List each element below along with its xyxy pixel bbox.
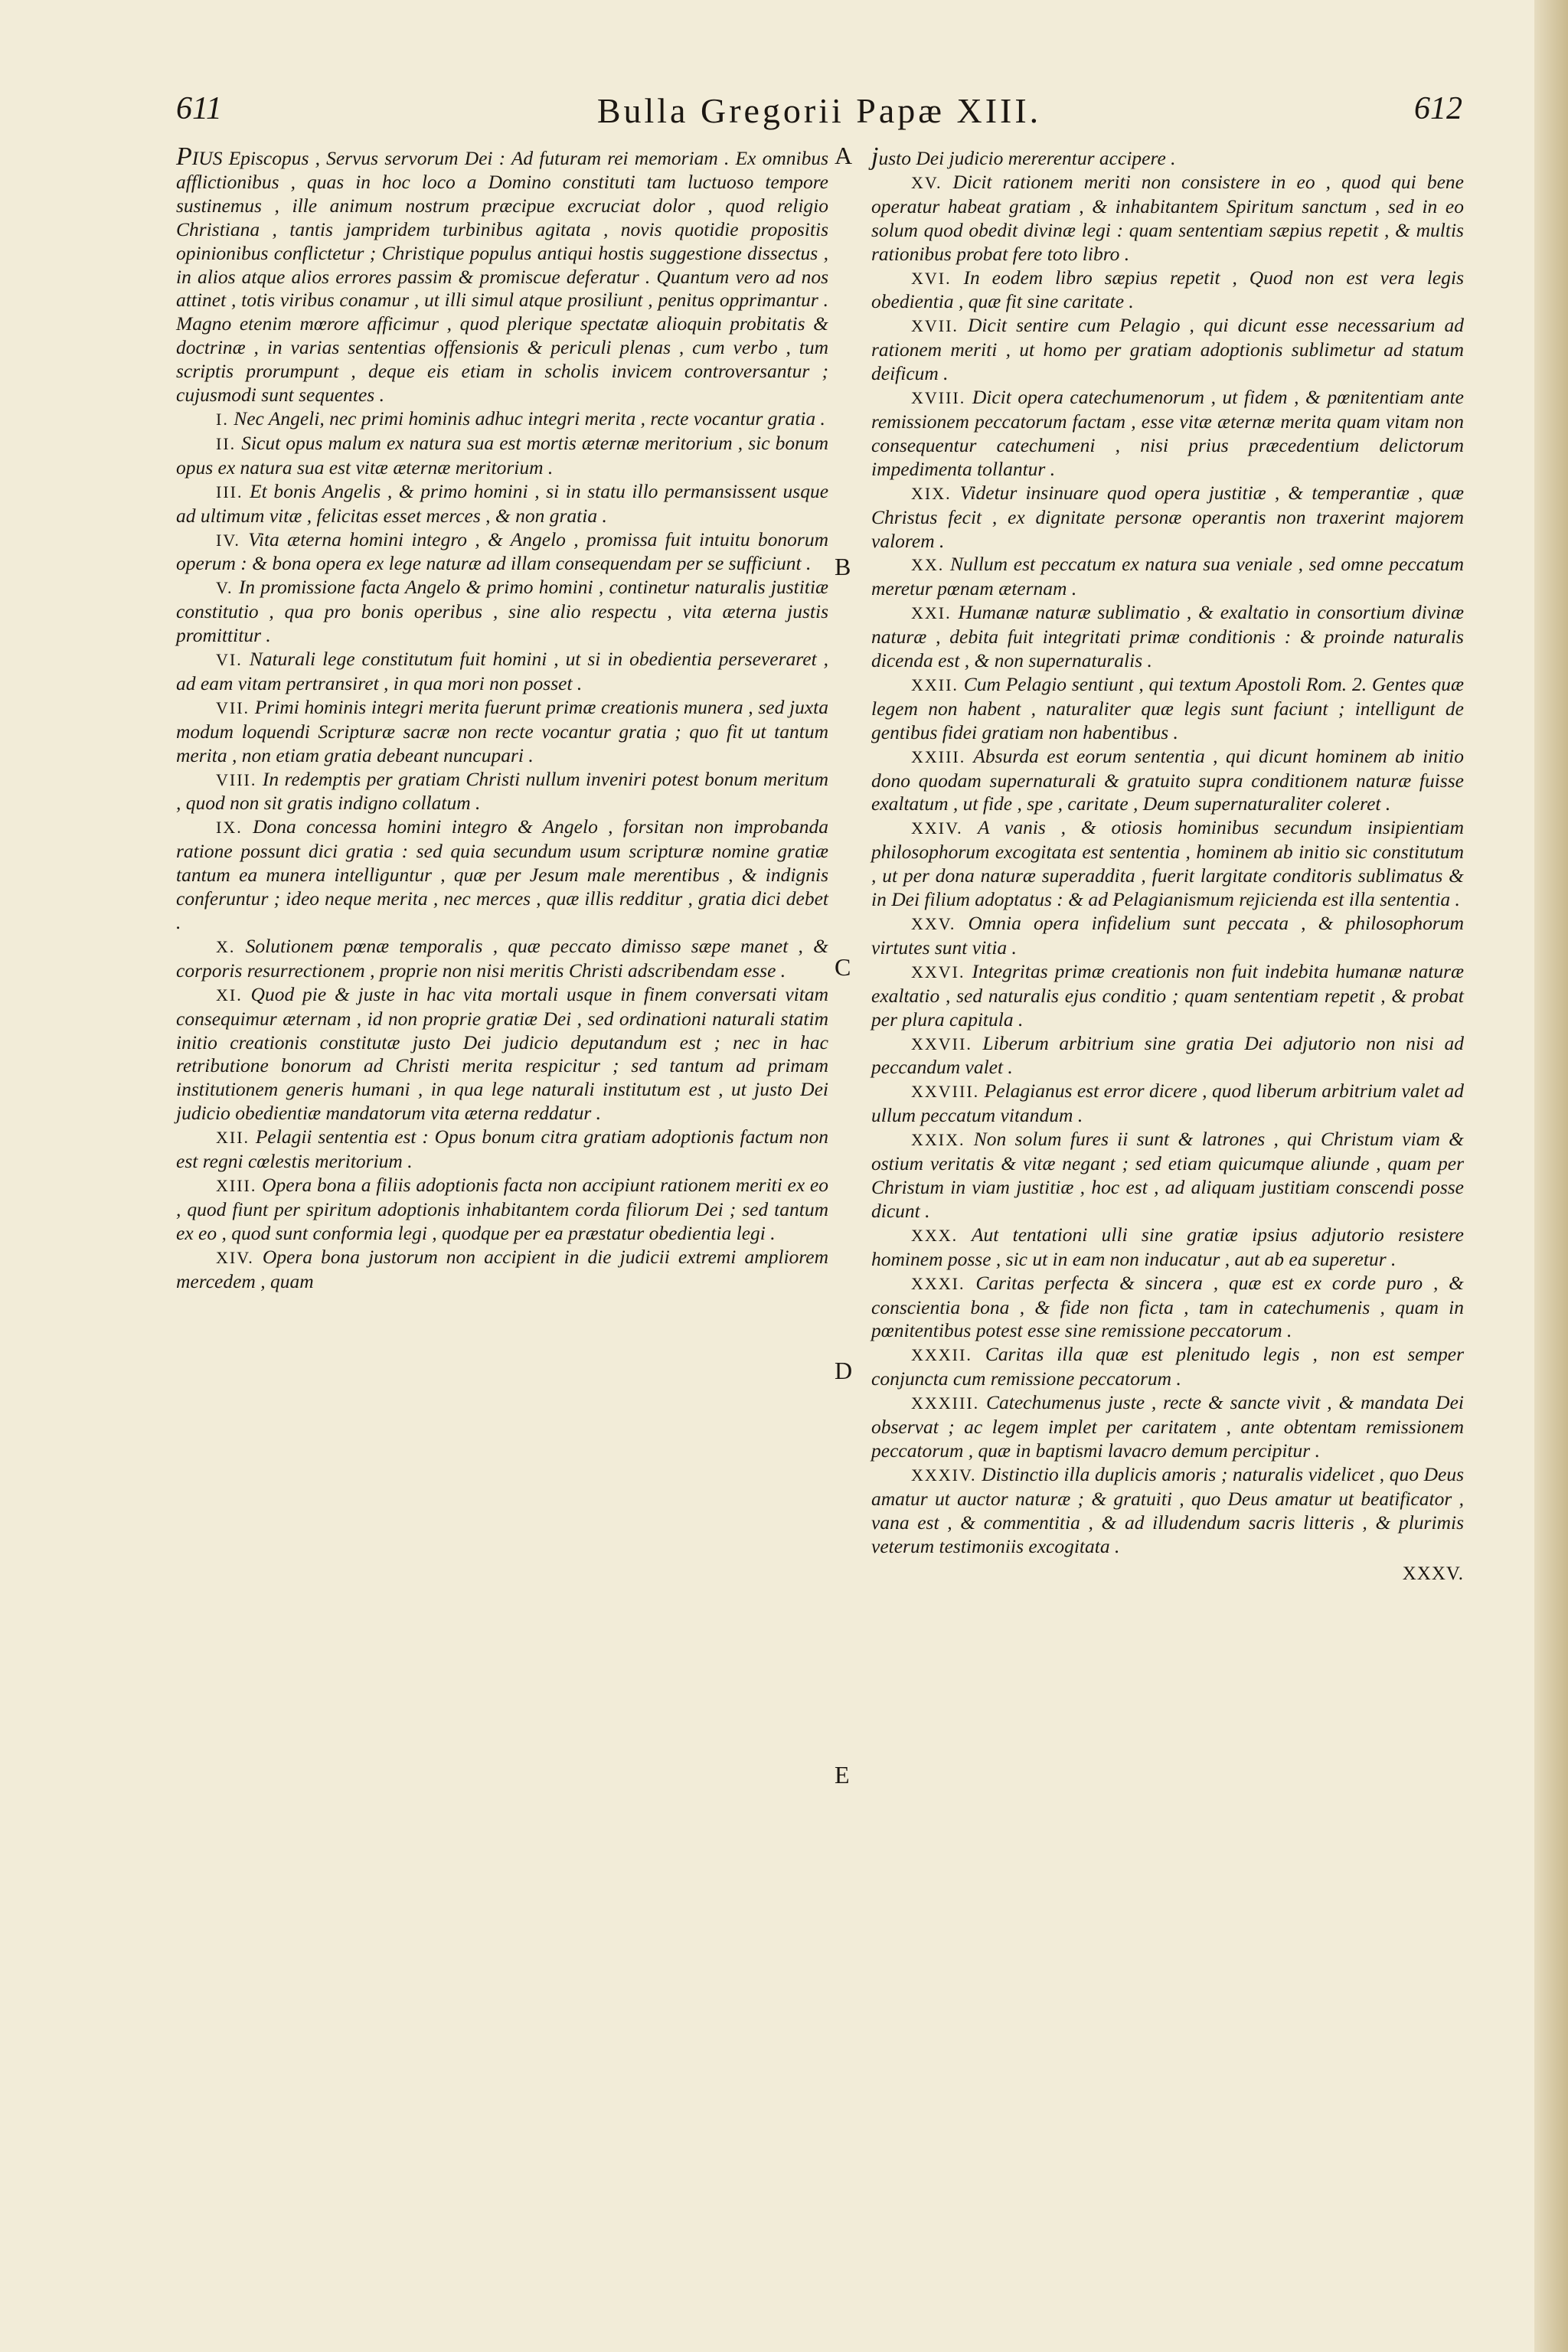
proposition <box>871 1223 1464 1272</box>
proposition <box>176 1174 828 1246</box>
proposition-text: Vita æterna homini integro , & Angelo , promissa fuit intuitu bonorum operum : & bona opera ex lege naturæ ad illam consequendam per se sufficiunt . <box>176 528 828 575</box>
proposition-text: Dicit rationem meriti non consistere in eo , quod qui bene operatur habeat gratiam , & inhabitantem Spiritum sanctum , sed in eo solum quod obedit divinæ legi : quam sententiam sæpius repetit , & multis rationibus probat fere toto libro . <box>871 170 1464 265</box>
margin-letter-e: E <box>835 1761 850 1788</box>
proposition-text: Opera bona justorum non accipient in die judicii extremi ampliorem mercedem , quam <box>176 1245 828 1292</box>
proposition-number: XXIV. <box>911 818 963 838</box>
proposition-number: VIII. <box>216 769 257 789</box>
running-header <box>176 90 1462 144</box>
proposition <box>871 1391 1464 1463</box>
page-edge <box>1534 0 1568 2352</box>
proposition-number: XVI. <box>911 268 952 288</box>
proposition <box>871 745 1464 817</box>
proposition <box>176 768 828 816</box>
proposition-number: VI. <box>216 650 243 670</box>
proposition-number: XXII. <box>911 675 959 694</box>
proposition-number: II. <box>216 433 237 453</box>
right-propositions <box>871 171 1464 1559</box>
proposition-number: I. <box>216 409 229 429</box>
proposition-number: X. <box>216 936 236 956</box>
proposition-number: XXVIII. <box>911 1082 980 1102</box>
proposition-number: XVII. <box>911 316 959 336</box>
proposition-text: Nec Angeli, nec primi hominis adhuc integri merita , recte vocantur gratia . <box>234 407 825 430</box>
proposition-text: Dicit sentire cum Pelagio , qui dicunt esse necessarium ad rationem meriti , ut homo per gratiam adoptionis sublimetur ad statum deificum . <box>871 314 1465 385</box>
proposition-text: Catechumenus juste , recte & sancte vivit , & mandata Dei observat ; ac legem implet per caritatem , ante obtentam remissionem peccatorum , quæ in baptismi lavacro demum percipitur . <box>871 1391 1465 1462</box>
page-number-right: 612 <box>1414 91 1462 126</box>
proposition-text: Opera bona a filiis adoptionis facta non accipiunt rationem meriti ex eo , quod fiunt per spiritum adoptionis inhabitantem corda filiorum Dei ; sed tantum ex eo , quod sunt conformia legi , quodque per ea præstatur obedientia legi . <box>176 1173 828 1244</box>
proposition-number: XI. <box>216 985 243 1004</box>
catchword: XXXV. <box>1402 1563 1464 1585</box>
proposition-text: In eodem libro sæpius repetit , Quod non est vera legis obedientia , quæ fit sine caritate . <box>871 266 1464 313</box>
proposition-number: XII. <box>216 1128 250 1148</box>
proposition <box>871 1128 1464 1223</box>
proposition-text: Primi hominis integri merita fuerunt primæ creationis munera , sed juxta modum loquendi Scripturæ sacræ non recte vocantur gratia ; quo fit ut tantum merita , non etiam gratia debeant nuncupari . <box>176 695 828 766</box>
proposition-text: Pelagii sententia est : Opus bonum citra gratiam adoptionis factum non est regni cœlestis meritorium . <box>176 1125 828 1173</box>
proposition-text: Dona concessa homini integro & Angelo , forsitan non improbanda ratione possunt dici gratia : sed quia secundum usum scripturæ nomine gratiæ tantum ea munera intelliguntur , quæ per Jesum male merentibus , & indignis conferuntur ; ideo neque merita , nec merces , quæ illis redditur , gratia dici debet . <box>176 815 828 933</box>
proposition-text: Quod pie & juste in hac vita mortali usque in finem conversati vitam consequimur æternam , id non proprie gratiæ Dei , sed ordinationi naturali statim initio creationis constitutæ justo Dei judicio deputandum est ; nec in hac retributione bonorum ad Christi merita respicitur ; sed tantum ad primam institutionem generis humani , in qua lege naturali institutum est , ut justo Dei judicio obedientiæ mandatorum vita æterna reddatur . <box>176 982 829 1125</box>
bull-intro: PIUS Episcopus , Servus servorum Dei : Ad futuram rei memoriam . Ex omnibus afflictionibus , quas in hoc loco a Domino constituti tam luctuoso tempore sustinemus , ille animum nostrum præcipue excruciat dolor , quod religio Christiana , tantis jampridem turbinibus agitata , novis quotidie propositis opinionibus conflictetur ; Christique populus antiqui hostis suggestione dissectus , in alios atque alios errores passim & promiscue deferatur . Quantum vero ad nos attinet , totis viribus conamur , ut illi simul atque prosiliunt , penitus opprimantur . Magno etenim mœrore afficimur , quod plerique spectatæ alioquin probitatis & doctrinæ , in varias sententias offensionis & periculi plenas , cum verbo , tum scriptis prorumpunt , deque eis etiam in scholis invicem controversantur ; cujusmodi sunt sequentes . <box>176 142 828 407</box>
proposition <box>176 528 828 577</box>
proposition <box>871 314 1464 386</box>
proposition <box>871 601 1464 673</box>
proposition-text: Omnia opera infidelium sunt peccata , & philosophorum virtutes sunt vitia . <box>871 912 1464 959</box>
proposition <box>176 1125 828 1174</box>
proposition-number: XXXIII. <box>911 1393 980 1413</box>
proposition-number: XIV. <box>216 1247 254 1267</box>
proposition-number: XXXI. <box>911 1273 965 1293</box>
proposition <box>176 576 828 648</box>
proposition-text: Caritas perfecta & sincera , quæ est ex corde puro , & conscientia bona , & fide non ficta , tam in catechumenis , quam in pœnitentibus potest esse sine remissione peccatorum . <box>871 1271 1464 1342</box>
proposition-text: Aut tentationi ulli sine gratiæ ipsius adjutorio resistere hominem posse , sic ut in eam non inducatur , aut ab ea superetur . <box>871 1223 1464 1270</box>
margin-letter-a: A <box>835 142 853 169</box>
proposition-text: Non solum fures ii sunt & latrones , qui Christum viam & ostium veritatis & vitæ negant ; sed etiam quicumque aliunde , quam per Christum in viam justitiæ , hoc est , ad aliquam justitiam conscendi posse dicunt . <box>871 1128 1464 1222</box>
proposition-text: Naturali lege constitutum fuit homini , ut si in obedientia perseveraret , ad eam vitam pertransiret , in qua mori non posset . <box>176 648 829 694</box>
proposition <box>176 648 828 696</box>
proposition-text: Sicut opus malum ex natura sua est mortis æternæ meritorium , sic bonum opus ex natura sua est vitæ æternæ meritorium . <box>176 431 828 479</box>
proposition-text: A vanis , & otiosis hominibus secundum insipientiam philosophorum excogitata est sententia , hominem ab initio sic constitutum , ut per dona naturæ superaddita , fuerit largitate conditoris sublimatus & in Dei filium adoptatus : & ad Pelagianismum rejicienda est illa sententia . <box>871 816 1464 911</box>
proposition-number: XXXII. <box>911 1345 972 1365</box>
proposition <box>176 815 828 935</box>
proposition <box>871 553 1464 601</box>
page-number-left: 611 <box>176 91 222 126</box>
proposition-number: XIII. <box>216 1175 257 1195</box>
proposition <box>176 407 828 432</box>
proposition-number: XXIII. <box>911 746 966 766</box>
proposition-text: In promissione facta Angelo & primo homini , continetur naturalis justitiæ constitutio , qua pro bonis operibus , sine alio respectu , vita æterna justis promittitur . <box>176 576 828 647</box>
proposition <box>176 480 828 528</box>
proposition-text: Dicit opera catechumenorum , ut fidem , & pœnitentiam ante remissionem peccatorum factam , esse vitæ æternæ merita quam vitam non consequentur catechumeni , nisi prius præcedentium delictorum impedimenta tollantur . <box>871 386 1464 480</box>
proposition <box>176 696 828 768</box>
left-column <box>176 142 829 1294</box>
running-title: Bulla Gregorii Papæ XIII. <box>596 91 1042 130</box>
proposition-number: III. <box>216 482 243 501</box>
proposition <box>871 1272 1464 1344</box>
margin-letter-c: C <box>835 953 851 981</box>
left-propositions <box>176 407 828 1294</box>
proposition-text: Integritas primæ creationis non fuit indebita humanæ naturæ exaltatio , sed naturalis ejus conditio ; quam sententiam repetit , & probat per plura capitula . <box>871 959 1464 1031</box>
proposition <box>871 1080 1464 1128</box>
proposition-text: In redemptis per gratiam Christi nullum inveniri potest bonum meritum , quod non sit gratis indigno collatum . <box>176 767 828 815</box>
proposition-text: Cum Pelagio sentiunt , qui textum Apostoli Rom. 2. Gentes quæ legem non habent , naturaliter quæ legis sunt faciunt ; intelligunt de gentibus fidei gratiam non habentibus . <box>871 672 1465 743</box>
proposition <box>871 386 1464 482</box>
proposition-text: Videtur insinuare quod opera justitiæ , & temperantiæ , quæ Christus fecit , ex dignitate personæ operantis non traxerint majorem valorem . <box>871 481 1464 552</box>
proposition-text: Caritas illa quæ est plenitudo legis , non est semper conjuncta cum remissione peccatorum . <box>871 1343 1465 1390</box>
proposition-number: IX. <box>216 818 243 838</box>
proposition <box>176 983 828 1125</box>
proposition-text: Et bonis Angelis , & primo homini , si in statu illo permansissent usque ad ultimum vitæ , felicitas esset merces , & non gratia . <box>176 479 829 527</box>
proposition <box>176 935 828 983</box>
proposition-text: Humanæ naturæ sublimatio , & exaltatio in consortium divinæ naturæ , debita fuit integritati primæ conditionis : & proinde naturalis dicenda est , & non supernaturalis . <box>871 601 1464 672</box>
proposition-number: XXI. <box>911 603 952 623</box>
proposition <box>871 816 1464 912</box>
proposition-number: XXIX. <box>911 1130 965 1150</box>
proposition <box>871 912 1464 960</box>
margin-letter-b: B <box>835 553 851 580</box>
proposition <box>176 1246 828 1294</box>
proposition <box>871 1343 1464 1391</box>
proposition-number: XV. <box>911 172 942 192</box>
right-column <box>871 142 1465 1586</box>
proposition-number: VII. <box>216 697 250 717</box>
proposition <box>871 266 1464 315</box>
proposition <box>871 960 1464 1032</box>
proposition <box>871 1032 1464 1080</box>
proposition-number: XXX. <box>911 1225 959 1245</box>
proposition-number: XXV. <box>911 914 956 933</box>
proposition <box>871 1463 1464 1559</box>
proposition <box>871 673 1464 745</box>
proposition-number: XXXIV. <box>911 1465 977 1485</box>
margin-letter-d: D <box>835 1357 853 1384</box>
proposition-text: Pelagianus est error dicere , quod liberum arbitrium valet ad ullum peccatum vitandum . <box>871 1080 1465 1127</box>
proposition-number: V. <box>216 578 234 598</box>
proposition-text: Nullum est peccatum ex natura sua veniale , sed omne peccatum meretur pœnam æternam . <box>871 553 1465 600</box>
proposition-number: XIX. <box>911 483 952 503</box>
proposition <box>871 482 1464 554</box>
proposition-text: Distinctio illa duplicis amoris ; naturalis videlicet , quo Deus amatur ut auctor naturæ ; & gratuiti , quo Deus amatur ut beatificator , vana est , & commentitia , & ad illudendum sacris litteris , & plurimis veterum testimoniis excogitata . <box>871 1462 1465 1557</box>
proposition-number: XVIII. <box>911 388 966 408</box>
proposition <box>176 432 828 480</box>
proposition-text: Solutionem pœnæ temporalis , quæ peccato dimisso sæpe manet , & corporis resurrectionem , proprie non nisi meritis Christi adscribendam esse . <box>176 934 828 982</box>
proposition-number: XX. <box>911 555 945 575</box>
proposition-number: IV. <box>216 530 240 550</box>
proposition <box>871 171 1464 266</box>
proposition-text: Liberum arbitrium sine gratia Dei adjutorio non nisi ad peccandum valet . <box>871 1031 1465 1079</box>
continuation-line: justo Dei judicio mererentur accipere . <box>871 142 1176 171</box>
proposition-number: XXVII. <box>911 1034 972 1054</box>
proposition-text: Absurda est eorum sententia , qui dicunt hominem ab initio dono quodam supernaturali & gratuito supra conditionem naturæ fuisse exaltatum , ut fide , spe , caritate , Deum supernaturaliter coleret . <box>871 744 1465 815</box>
proposition-number: XXVI. <box>911 962 965 982</box>
